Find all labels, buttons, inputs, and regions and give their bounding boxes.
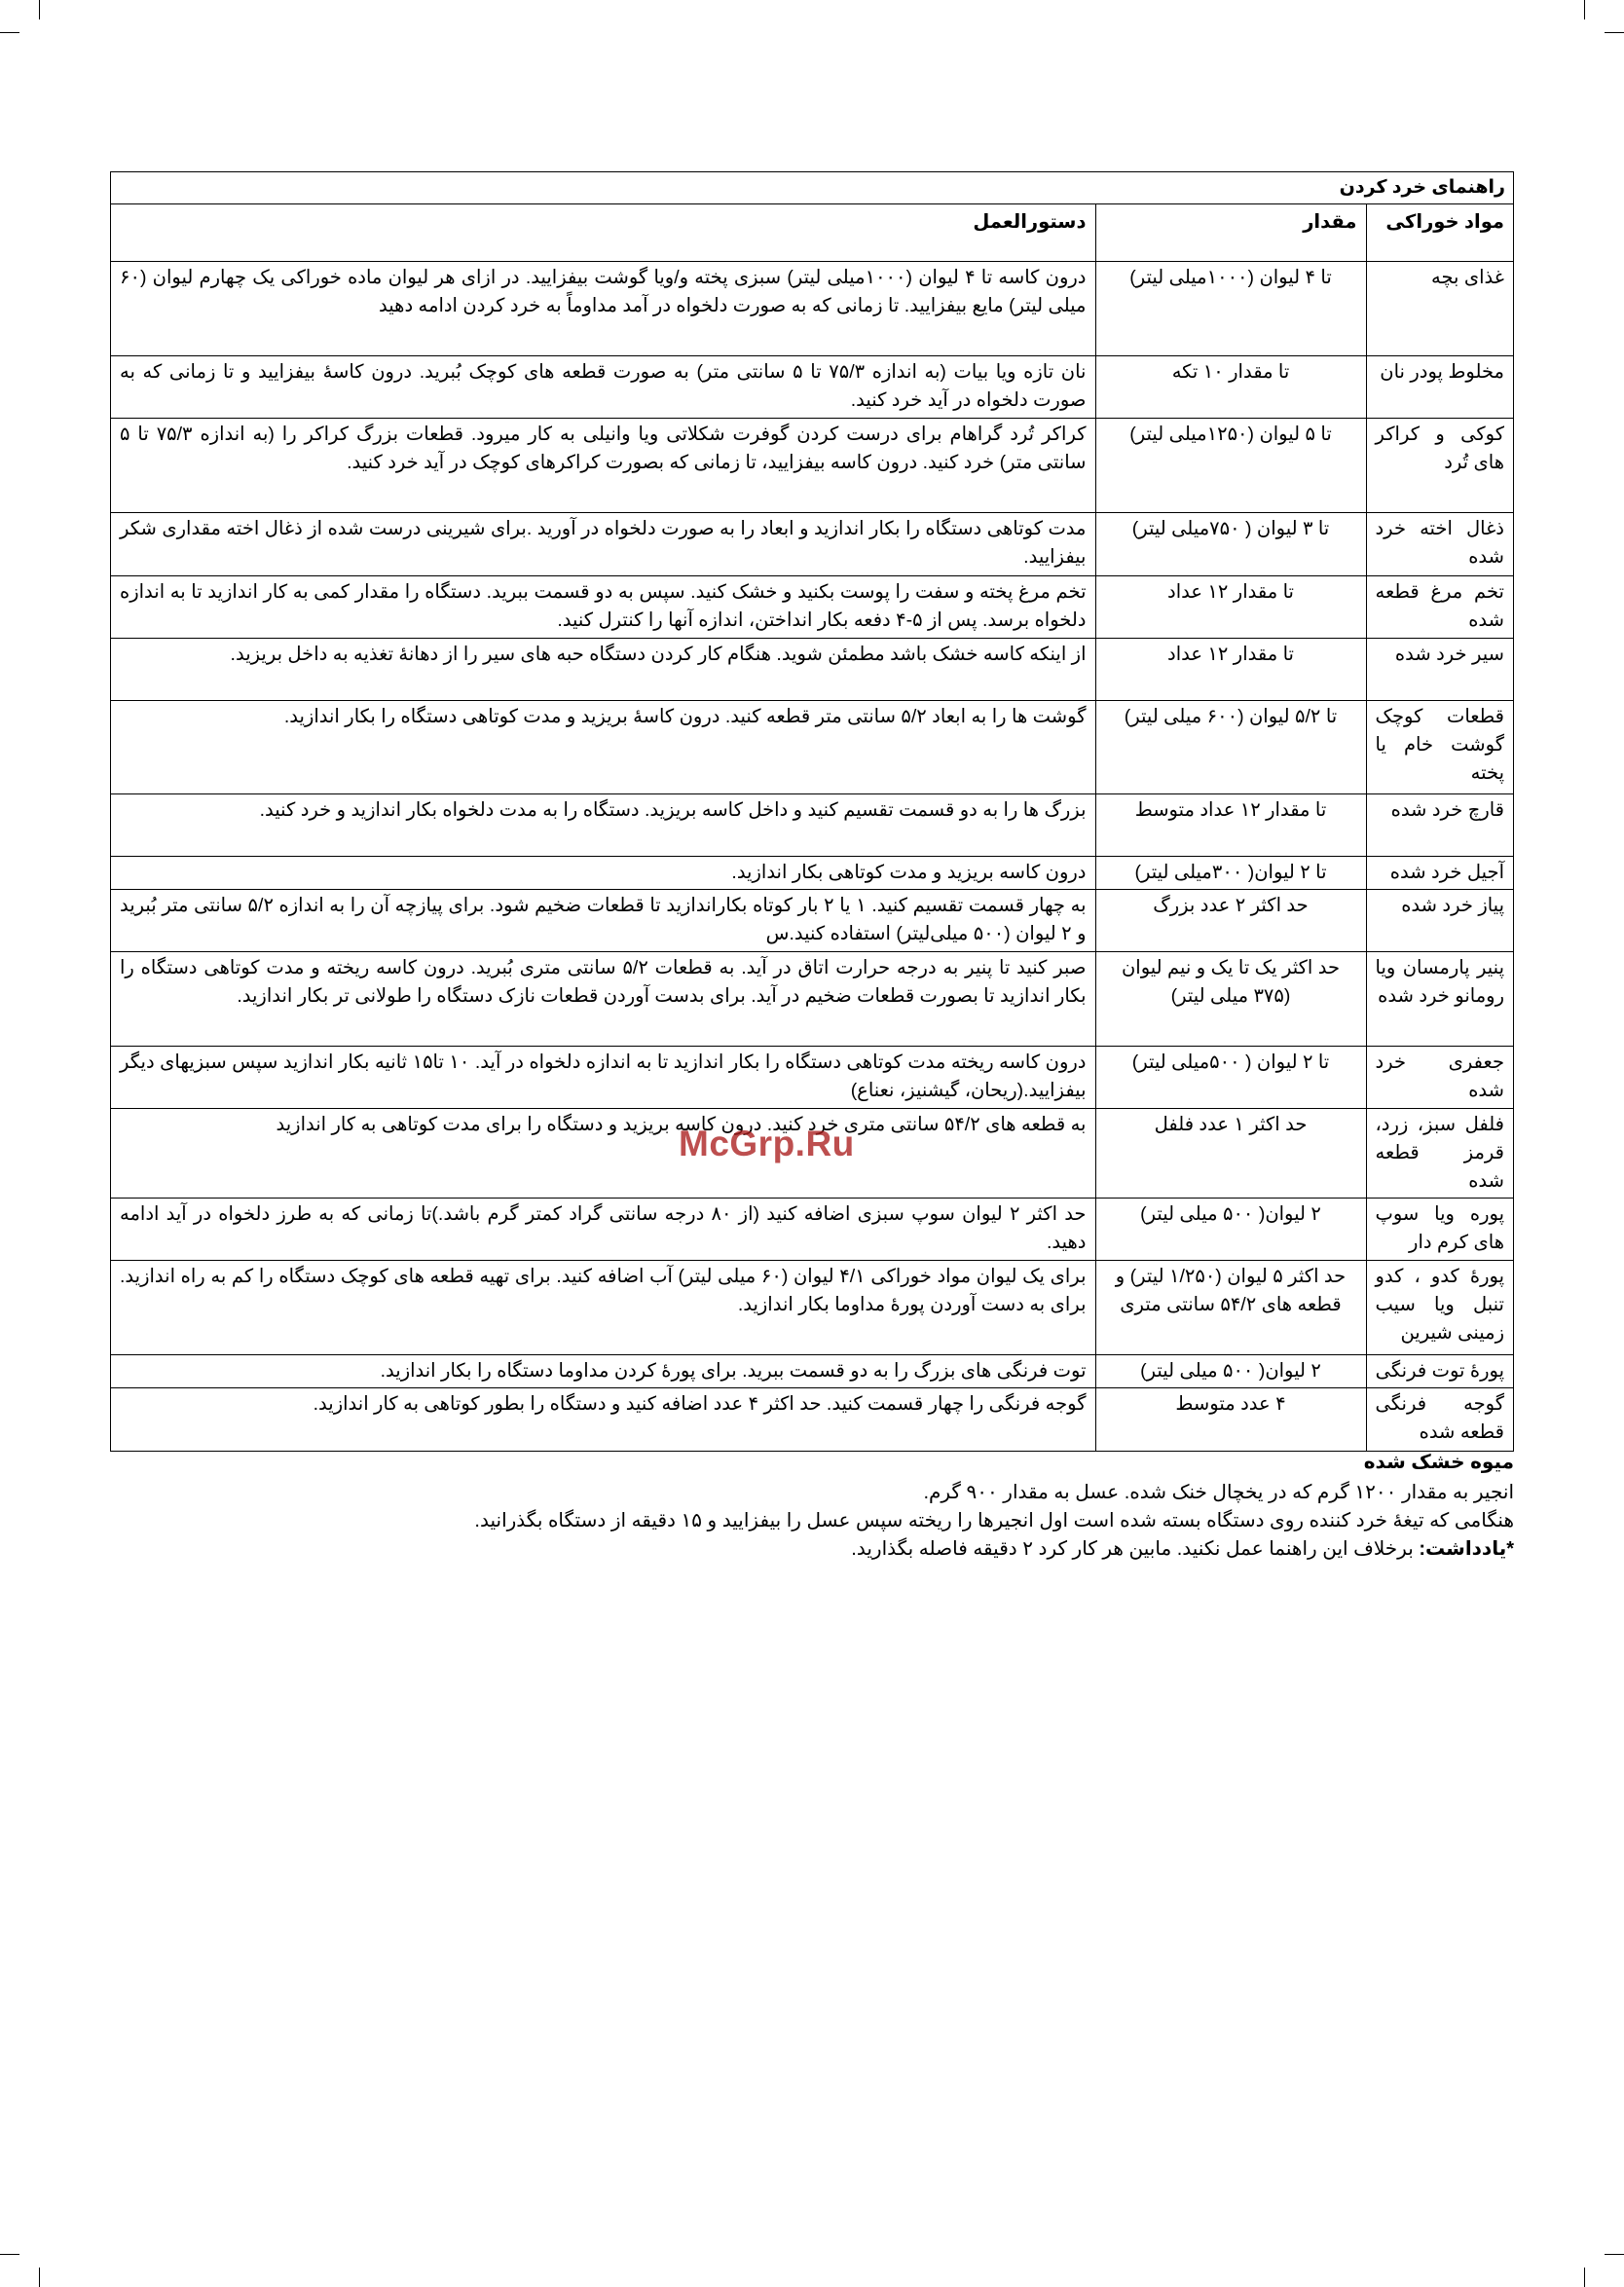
chopping-table bbox=[111, 204, 1513, 1451]
instructions-cell: درون کاسه ریخته مدت کوتاهی دستگاه را بکار اندازید تا به اندازه دلخواه در آید. ۱۰ تا۱۵ ثانیه بکار اندازید سپس سبزیهای دیگر بیفزایید.(ریحان، گیشنیز، نعناع) bbox=[111, 1047, 1095, 1109]
table-row bbox=[111, 639, 1513, 701]
table-row bbox=[111, 1355, 1513, 1388]
quantity-cell: تا ۳ لیوان ( ۷۵۰میلی لیتر) bbox=[1095, 513, 1366, 576]
instructions-cell: نان تازه ویا بیات (به اندازه ۷۵/۳ تا ۵ سانتی متر) به صورت قطعه های کوچک بُبرید. درون کاسهٔ بیفزایید و تا زمانی که به صورت دلخواه در آید خرد کنید. bbox=[111, 356, 1095, 419]
header-row bbox=[111, 204, 1513, 262]
instructions-cell: درون کاسه تا ۴ لیوان (۱۰۰۰میلی لیتر) سبزی پخته و/ویا گوشت بیفزایید. در ازای هر لیوان ماده خوراکی یک چهارم لیوان (۶۰ میلی لیتر) مایع بیفزایید. تا زمانی که به صورت دلخواه در آمد مداوماً به خرد کردن ادامه دهید bbox=[111, 262, 1095, 356]
instructions-cell: برای یک لیوان مواد خوراکی ۴/۱ لیوان (۶۰ میلی لیتر) آب اضافه کنید. برای تهیه قطعه های کوچک دستگاه را کم به راه اندازید. برای به دست آوردن پورهٔ مداوما بکار اندازید. bbox=[111, 1261, 1095, 1355]
header-instructions: دستورالعمل bbox=[111, 204, 1095, 262]
table-row bbox=[111, 513, 1513, 576]
quantity-cell: حد اکثر ۱ عدد فلفل bbox=[1095, 1109, 1366, 1199]
crop-mark bbox=[1584, 0, 1585, 19]
table-row bbox=[111, 576, 1513, 639]
quantity-cell: تا مقدار ۱۰ تکه bbox=[1095, 356, 1366, 419]
table-row bbox=[111, 701, 1513, 794]
quantity-cell: ۴ عدد متوسط bbox=[1095, 1388, 1366, 1451]
instructions-cell: گوجه فرنگی را چهار قسمت کنید. حد اکثر ۴ عدد اضافه کنید و دستگاه را بطور کوتاهی به کار اندازید. bbox=[111, 1388, 1095, 1451]
table-row bbox=[111, 356, 1513, 419]
note-text: برخلاف این راهنما عمل نکنید. مابین هر کار کرد ۲ دقیقه فاصله بگذارید. bbox=[851, 1538, 1420, 1560]
instructions-cell: از اینکه کاسه خشک باشد مطمئن شوید. هنگام کار کردن دستگاه حبه های سیر را از دهانهٔ تغذیه به داخل بریزید. bbox=[111, 639, 1095, 701]
instructions-cell: توت فرنگی های بزرگ را به دو قسمت ببرید. برای پورهٔ کردن مداوما دستگاه را بکار اندازید. bbox=[111, 1355, 1095, 1388]
table-row bbox=[111, 1261, 1513, 1355]
food-cell: پیاز خرد شده bbox=[1366, 890, 1513, 952]
note bbox=[110, 1535, 1514, 1564]
food-cell: مخلوط پودر نان bbox=[1366, 356, 1513, 419]
food-cell: ذغال اخته خرد شده bbox=[1366, 513, 1513, 576]
table-row bbox=[111, 952, 1513, 1047]
table-row bbox=[111, 1047, 1513, 1109]
quantity-cell: حد اکثر یک تا یک و نیم لیوان (۳۷۵ میلی لیتر) bbox=[1095, 952, 1366, 1047]
quantity-cell: ۲ لیوان( ۵۰۰ میلی لیتر) bbox=[1095, 1355, 1366, 1388]
quantity-cell: ۲ لیوان( ۵۰۰ میلی لیتر) bbox=[1095, 1199, 1366, 1261]
dried-fruit-line: انجیر به مقدار ۱۲۰۰ گرم که در یخچال خنک شده. عسل به مقدار ۹۰۰ گرم. bbox=[923, 1482, 1514, 1503]
crop-mark bbox=[39, 0, 40, 19]
dried-fruit-line: هنگامی که تیغهٔ خرد کننده روی دستگاه بسته شده است اول انجیرها را ریخته سپس عسل را بیفزایید و ۱۵ دقیقه از دستگاه بگذرانید. bbox=[474, 1510, 1514, 1531]
instructions-cell: به قطعه های ۵۴/۲ سانتی متری خرد کنید. درون کاسه بریزید و دستگاه را برای مدت کوتاهی به کار اندازید bbox=[111, 1109, 1095, 1199]
instructions-cell: حد اکثر ۲ لیوان سوپ سبزی اضافه کنید (از ۸۰ درجه سانتی گراد کمتر گرم باشد.)تا زمانی که به طرز دلخواه در آید ادامه دهید. bbox=[111, 1199, 1095, 1261]
table-row bbox=[111, 1199, 1513, 1261]
food-cell: تخم مرغ قطعه شده bbox=[1366, 576, 1513, 639]
food-cell: پورهٔ توت فرنگی bbox=[1366, 1355, 1513, 1388]
crop-mark bbox=[1605, 2254, 1624, 2255]
table-row bbox=[111, 1388, 1513, 1451]
dried-fruit-section bbox=[110, 1449, 1514, 1564]
food-cell: غذای بچه bbox=[1366, 262, 1513, 356]
quantity-cell: حد اکثر ۲ عدد بزرگ bbox=[1095, 890, 1366, 952]
food-cell: پنیر پارمسان ویا رومانو خرد شده bbox=[1366, 952, 1513, 1047]
food-cell: پوره ویا سوپ های کرم دار bbox=[1366, 1199, 1513, 1261]
note-label: *یادداشت: bbox=[1419, 1538, 1514, 1560]
table-row bbox=[111, 857, 1513, 890]
food-cell: پورهٔ کدو ، کدو تنبل ویا سیب زمینی شیرین bbox=[1366, 1261, 1513, 1355]
dried-fruit-heading: میوه خشک شده bbox=[1363, 1452, 1514, 1473]
quantity-cell: تا مقدار ۱۲ عداد متوسط bbox=[1095, 794, 1366, 857]
instructions-cell: تخم مرغ پخته و سفت را پوست بکنید و خشک کنید. سپس به دو قسمت ببرید. دستگاه را مقدار کمی به کار اندازید تا به اندازه دلخواه برسد. پس از ۵-۴ دفعه بکار انداختن، اندازه آنها را کنترل کنید. bbox=[111, 576, 1095, 639]
quantity-cell: تا ۵ لیوان (۱۲۵۰میلی لیتر) bbox=[1095, 419, 1366, 513]
quantity-cell: تا ۴ لیوان (۱۰۰۰میلی لیتر) bbox=[1095, 262, 1366, 356]
instructions-cell: به چهار قسمت تقسیم کنید. ۱ یا ۲ بار کوتاه بکاراندازید تا قطعات ضخیم شود. برای پیازچه آن را به اندازه ۵/۲ سانتی متر بُبرید و ۲ لیوان (۵۰۰ میلی‌لیتر) استفاده کنید.س bbox=[111, 890, 1095, 952]
table-row bbox=[111, 419, 1513, 513]
table-row bbox=[111, 890, 1513, 952]
food-cell: قارچ خرد شده bbox=[1366, 794, 1513, 857]
food-cell: کوکی و کراکر های تُرد bbox=[1366, 419, 1513, 513]
table-row bbox=[111, 262, 1513, 356]
crop-mark bbox=[1605, 32, 1624, 33]
crop-mark bbox=[1584, 2268, 1585, 2287]
chopping-guide bbox=[110, 171, 1514, 1452]
quantity-cell: تا ۲ لیوان( ۳۰۰میلی لیتر) bbox=[1095, 857, 1366, 890]
food-cell: گوجه فرنگی قطعه شده bbox=[1366, 1388, 1513, 1451]
instructions-cell: کراکر تُرد گراهام برای درست کردن گوفرت شکلاتی ویا وانیلی به کار میرود. قطعات بزرگ کراکر را (به اندازه ۷۵/۳ تا ۵ سانتی متر) خرد کنید. درون کاسه بیفزایید، تا زمانی که بصورت کراکرهای کوچک در آید خرد کنید. bbox=[111, 419, 1095, 513]
instructions-cell: بزرگ ها را به دو قسمت تقسیم کنید و داخل کاسه بریزید. دستگاه را به مدت دلخواه بکار اندازید و خرد کنید. bbox=[111, 794, 1095, 857]
food-cell: فلفل سبز، زرد، قرمز قطعه شده bbox=[1366, 1109, 1513, 1199]
instructions-cell: گوشت ها را به ابعاد ۵/۲ سانتی متر قطعه کنید. درون کاسهٔ بریزید و مدت کوتاهی دستگاه را بکار اندازید. bbox=[111, 701, 1095, 794]
header-quantity: مقدار bbox=[1095, 204, 1366, 262]
crop-mark bbox=[39, 2268, 40, 2287]
food-cell: سیر خرد شده bbox=[1366, 639, 1513, 701]
food-cell: قطعات کوچک گوشت خام یا پخته bbox=[1366, 701, 1513, 794]
food-cell: جعفری خرد شده bbox=[1366, 1047, 1513, 1109]
crop-mark bbox=[0, 2254, 19, 2255]
crop-mark bbox=[0, 32, 19, 33]
quantity-cell: حد اکثر ۵ لیوان (۱/۲۵۰ لیتر) و قطعه های ۵۴/۲ سانتی متری bbox=[1095, 1261, 1366, 1355]
header-food: مواد خوراکی bbox=[1366, 204, 1513, 262]
quantity-cell: تا مقدار ۱۲ عداد bbox=[1095, 639, 1366, 701]
table-row bbox=[111, 794, 1513, 857]
quantity-cell: تا مقدار ۱۲ عداد bbox=[1095, 576, 1366, 639]
instructions-cell: درون کاسه بریزید و مدت کوتاهی بکار اندازید. bbox=[111, 857, 1095, 890]
watermark: McGrp.Ru bbox=[679, 1124, 855, 1163]
instructions-cell: مدت کوتاهی دستگاه را بکار اندازید و ابعاد را به صورت دلخواه در آورید .برای شیرینی درست شده از ذغال اخته مقداری شکر بیفزایید. bbox=[111, 513, 1095, 576]
quantity-cell: تا ۵/۲ لیوان (۶۰۰ میلی لیتر) bbox=[1095, 701, 1366, 794]
quantity-cell: تا ۲ لیوان ( ۵۰۰میلی لیتر) bbox=[1095, 1047, 1366, 1109]
guide-title: راهنمای خرد کردن bbox=[111, 172, 1513, 204]
instructions-cell: صبر کنید تا پنیر به درجه حرارت اتاق در آید. به قطعات ۵/۲ سانتی متری بُبرید. درون کاسه ریخته و مدت کوتاهی دستگاه را بکار اندازید تا بصورت قطعات ضخیم در آید. برای بدست آوردن قطعات نازک دستگاه را طولانی تر بکار اندازید. bbox=[111, 952, 1095, 1047]
food-cell: آجیل خرد شده bbox=[1366, 857, 1513, 890]
